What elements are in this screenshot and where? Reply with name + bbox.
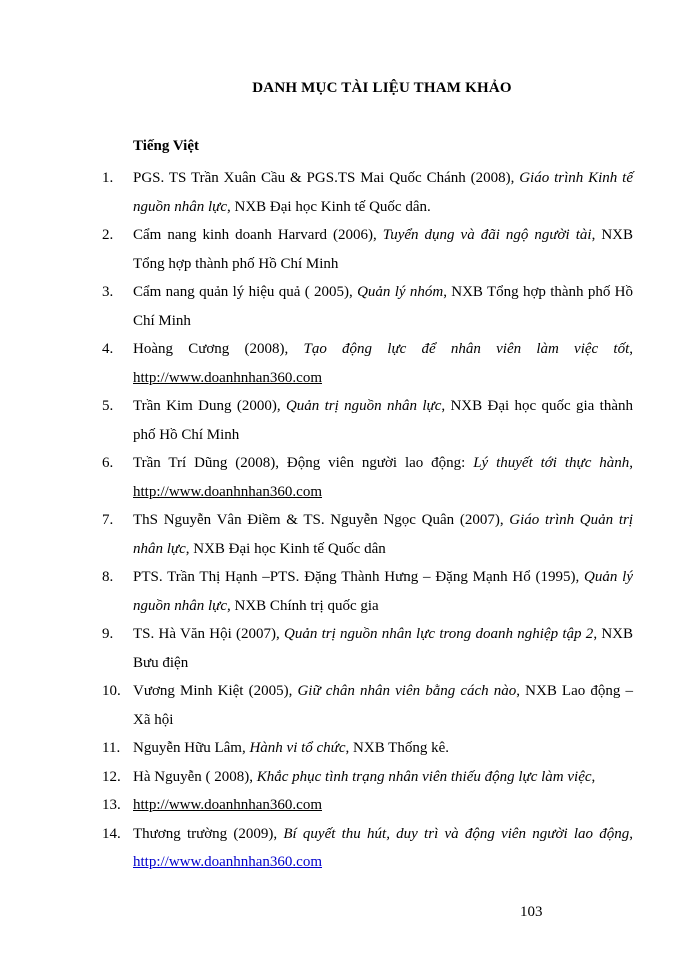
- reference-text-segment: ThS Nguyễn Vân Điềm & TS. Nguyễn Ngọc Quân (2007),: [133, 512, 510, 528]
- reference-item: [0, 677, 700, 734]
- reference-text-segment: , NXB Bưu điện: [133, 626, 633, 671]
- reference-number: 4.: [102, 341, 114, 357]
- reference-text: [133, 791, 633, 820]
- reference-text: [133, 449, 633, 506]
- reference-number: 5.: [102, 398, 114, 414]
- reference-title: Lý thuyết tới thực hành: [473, 455, 630, 471]
- reference-text-segment: ,: [591, 768, 596, 785]
- reference-link[interactable]: http://www.doanhnhan360.com: [133, 483, 323, 500]
- reference-number: 6.: [102, 455, 114, 471]
- reference-text: [133, 820, 633, 877]
- reference-number: 3.: [102, 284, 114, 300]
- reference-number: 14.: [102, 825, 121, 842]
- reference-title: Quản trị nguồn nhân lực trong doanh nghiệp tập 2: [284, 626, 594, 642]
- reference-list: [0, 164, 700, 877]
- reference-text-segment: , NXB Đại học Kinh tế Quốc dân.: [227, 198, 431, 215]
- reference-number: 2.: [102, 227, 114, 243]
- reference-text-segment: Vương Minh Kiệt (2005),: [133, 683, 298, 699]
- reference-item: [0, 820, 700, 877]
- reference-text: [133, 164, 633, 221]
- reference-text: [133, 620, 633, 677]
- reference-link[interactable]: http://www.doanhnhan360.com: [133, 369, 323, 386]
- reference-item: [0, 164, 700, 221]
- reference-text-segment: Trần Kim Dung (2000),: [133, 398, 286, 414]
- reference-item: [0, 763, 700, 792]
- reference-number: 10.: [102, 683, 121, 699]
- reference-text-segment: TS. Hà Văn Hội (2007),: [133, 626, 285, 642]
- page-number: 103: [520, 904, 543, 920]
- reference-text-segment: , NXB Tổng hợp thành phố Hồ Chí Minh: [133, 227, 633, 272]
- reference-title: Khắc phục tình trạng nhân viên thiếu động lực làm việc: [256, 768, 592, 785]
- reference-title: Giữ chân nhân viên bằng cách nào: [297, 683, 517, 699]
- reference-item: [0, 392, 700, 449]
- reference-text: [133, 392, 633, 449]
- reference-text-segment: ,: [629, 455, 633, 471]
- reference-item: [0, 221, 700, 278]
- reference-text-segment: , NXB Đại học Kinh tế Quốc dân: [185, 540, 386, 557]
- reference-text-segment: , NXB Lao động – Xã hội: [133, 683, 633, 728]
- reference-text: [133, 734, 633, 763]
- reference-number: 9.: [102, 626, 114, 642]
- reference-title: Tuyển dụng và đãi ngộ người tài: [382, 227, 592, 243]
- reference-text: [133, 221, 633, 278]
- reference-title: Bí quyết thu hút, duy trì và động viên người lao động: [283, 825, 630, 842]
- reference-item: [0, 791, 700, 820]
- reference-title: Tạo động lực để nhân viên làm việc tốt: [303, 341, 630, 357]
- reference-item: [0, 563, 700, 620]
- reference-text-segment: Thương trường (2009),: [133, 825, 284, 842]
- reference-text-segment: PTS. Trần Thị Hạnh –PTS. Đặng Thành Hưng – Đặng Mạnh Hổ (1995),: [133, 569, 585, 585]
- reference-text-segment: Hà Nguyễn ( 2008),: [133, 768, 257, 785]
- reference-text: [133, 677, 633, 734]
- section-heading: Tiếng Việt: [133, 138, 199, 154]
- reference-link[interactable]: http://www.doanhnhan360.com: [133, 854, 323, 870]
- reference-title: Giáo trình Quản trị nhân lực: [133, 512, 633, 557]
- reference-link[interactable]: http://www.doanhnhan360.com: [133, 797, 323, 813]
- reference-title: Giáo trình Kinh tế nguồn nhân lực: [133, 170, 633, 215]
- reference-number: 7.: [102, 512, 114, 528]
- reference-number: 11.: [102, 740, 121, 756]
- reference-title: Quản lý nhóm: [357, 284, 444, 300]
- reference-number: 12.: [102, 768, 121, 785]
- reference-item: [0, 734, 700, 763]
- reference-number: 8.: [102, 569, 114, 585]
- reference-text-segment: ,: [629, 825, 633, 842]
- reference-text: [133, 335, 633, 392]
- reference-text: [133, 278, 633, 335]
- reference-text: [133, 506, 633, 563]
- reference-text-segment: ,: [629, 341, 633, 357]
- reference-item: [0, 335, 700, 392]
- reference-text-segment: PGS. TS Trần Xuân Cầu & PGS.TS Mai Quốc Chánh (2008),: [133, 170, 520, 186]
- reference-item: [0, 506, 700, 563]
- reference-title: Hành vi tổ chức: [249, 740, 346, 756]
- reference-item: [0, 449, 700, 506]
- reference-text: [133, 563, 633, 620]
- reference-text-segment: Nguyễn Hữu Lâm,: [133, 740, 250, 756]
- reference-text: [133, 763, 633, 792]
- reference-number: 13.: [102, 797, 121, 813]
- reference-text-segment: Cẩm nang kinh doanh Harvard (2006),: [133, 227, 383, 243]
- reference-item: [0, 278, 700, 335]
- reference-text-segment: Cẩm nang quản lý hiệu quả ( 2005),: [133, 284, 358, 300]
- page-title: DANH MỤC TÀI LIỆU THAM KHẢO: [252, 80, 512, 96]
- reference-text-segment: Hoàng Cương (2008),: [133, 341, 304, 357]
- reference-title: Quản lý nguồn nhân lực: [133, 569, 633, 614]
- reference-text-segment: , NXB Tổng hợp thành phố Hồ Chí Minh: [133, 284, 633, 329]
- reference-text-segment: Trần Trí Dũng (2008), Động viên người lao động:: [133, 455, 474, 471]
- reference-number: 1.: [102, 170, 114, 186]
- reference-title: Quản trị nguồn nhân lực: [285, 398, 442, 414]
- reference-text-segment: , NXB Chính trị quốc gia: [227, 597, 379, 614]
- reference-item: [0, 620, 700, 677]
- reference-text-segment: , NXB Thống kê.: [345, 740, 450, 756]
- reference-text-segment: , NXB Đại học quốc gia thành phố Hồ Chí Minh: [133, 398, 634, 443]
